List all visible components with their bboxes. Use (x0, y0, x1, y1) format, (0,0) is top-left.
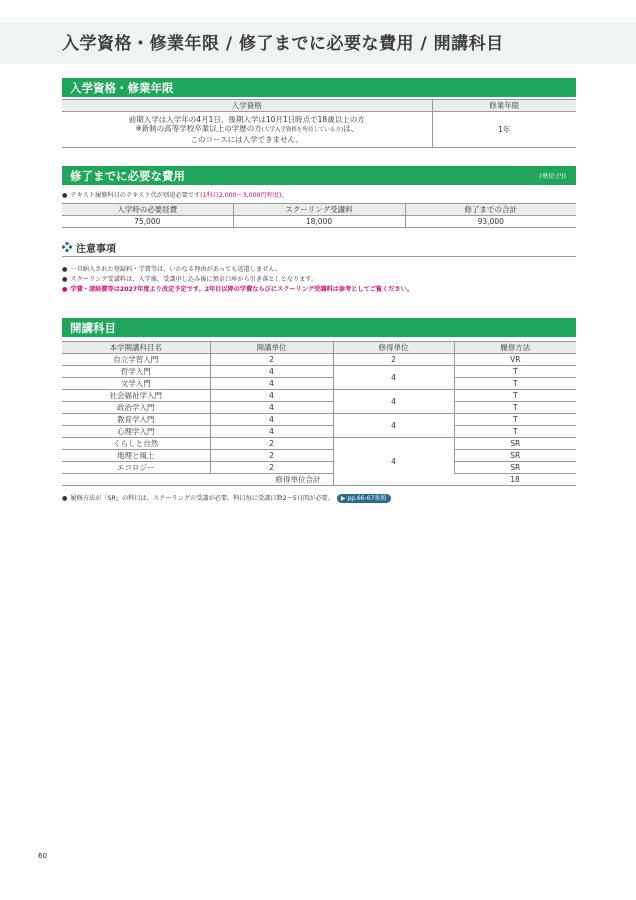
play-arrow-icon: ▶ (340, 495, 348, 502)
caution-item-text: 一旦納入された登録料・学費等は、いかなる理由があっても返還しません。 (70, 266, 282, 273)
caution-item (62, 264, 281, 273)
table-row (62, 402, 576, 414)
qualification-line-2 (62, 124, 432, 134)
qualification-line-2-main: ※新制の高等学校卒業以上の学歴の方 (135, 124, 262, 134)
total-row (62, 474, 576, 486)
fees-col-admission: 入学時の必要経費 (62, 204, 233, 216)
course-method: VR (454, 354, 576, 366)
course-method: T (454, 366, 576, 378)
qualification-line-2-end: は、 (343, 124, 359, 134)
fees-unit-note: (単位:円) (539, 172, 566, 180)
table-row (62, 438, 576, 450)
courses-section-header (62, 318, 576, 337)
course-units: 4 (210, 390, 333, 402)
bullet-icon: ● (62, 495, 68, 502)
table-row (62, 378, 576, 390)
course-units: 2 (210, 450, 333, 462)
fees-section-header (62, 166, 576, 185)
course-method: T (454, 414, 576, 426)
course-method: T (454, 402, 576, 414)
page-reference-text: pp.66-67参照 (347, 495, 387, 502)
admission-col-years: 修業年限 (432, 100, 576, 112)
fees-heading: 修了までに必要な費用 (70, 169, 185, 183)
bullet-icon: ● (62, 286, 68, 293)
course-name: 政治学入門 (62, 402, 210, 414)
course-earned: 4 (333, 366, 454, 390)
qualification-line-1: 前期入学は入学年の4月1日、後期入学は10月1日時点で18歳以上の方 (128, 114, 365, 124)
course-name: 地理と風土 (62, 450, 210, 462)
fees-note (62, 190, 288, 199)
course-method: T (454, 426, 576, 438)
admission-section-header (62, 78, 576, 97)
courses-heading: 開講科目 (70, 321, 116, 335)
admission-qualification-cell (62, 112, 432, 148)
course-method: T (454, 378, 576, 390)
course-earned: 2 (333, 354, 454, 366)
fees-col-total: 修了までの合計 (405, 204, 576, 216)
page-header (0, 22, 636, 64)
fees-admission-value: 75,000 (62, 216, 233, 228)
table-row (62, 390, 576, 402)
course-units: 2 (210, 462, 333, 474)
caution-item-highlight (62, 284, 413, 293)
course-method: SR (454, 438, 576, 450)
course-name: くらしと自然 (62, 438, 210, 450)
course-method: SR (454, 450, 576, 462)
table-row (62, 426, 576, 438)
fees-schooling-value: 18,000 (233, 216, 405, 228)
courses-col-earned: 修得単位 (333, 342, 454, 354)
fees-table (62, 203, 576, 228)
page-title: 入学資格・修業年限 / 修了までに必要な費用 / 開講科目 (62, 34, 504, 54)
caution-item-text: 学費・諸経費等は2027年度より改定予定です。2年目以降の学費ならびにスクーリング受講料は参考としてご覧ください。 (70, 286, 414, 293)
diamond-cluster-icon (62, 242, 72, 252)
caution-heading (62, 240, 576, 257)
qualification-line-2-small: (大学入学資格を所持している方) (261, 127, 344, 134)
course-name: 社会福祉学入門 (62, 390, 210, 402)
course-units: 4 (210, 378, 333, 390)
fees-note-end: 。 (281, 192, 288, 199)
table-row (62, 450, 576, 462)
admission-table (62, 99, 576, 148)
total-value: 18 (454, 474, 576, 486)
course-name: 教育学入門 (62, 414, 210, 426)
caution-item-text: スクーリング受講料は、入学後、受講申し込み後に預金口座から引き落としとなります。 (70, 276, 318, 283)
page-reference-badge[interactable] (337, 494, 392, 503)
course-earned: 4 (333, 414, 454, 438)
total-label: 修得単位合計 (62, 474, 333, 486)
bullet-icon: ● (62, 266, 68, 273)
course-units: 4 (210, 366, 333, 378)
admission-years-value: 1年 (432, 112, 576, 148)
course-name: 自立学習入門 (62, 354, 210, 366)
courses-table (62, 341, 576, 486)
course-earned: 4 (333, 438, 454, 486)
course-units: 4 (210, 402, 333, 414)
course-units: 2 (210, 438, 333, 450)
page-number: 60 (38, 852, 47, 860)
bullet-icon: ● (62, 192, 68, 199)
course-earned: 4 (333, 390, 454, 414)
admission-col-qualification: 入学資格 (62, 100, 432, 112)
fees-note-highlight: (1科目2,000～3,000円程度) (200, 192, 282, 199)
bullet-icon: ● (62, 276, 68, 283)
course-method: SR (454, 462, 576, 474)
admission-heading: 入学資格・修業年限 (70, 81, 174, 95)
course-name: 心理学入門 (62, 426, 210, 438)
course-name: 哲学入門 (62, 366, 210, 378)
qualification-line-3: このコースには入学できません。 (190, 134, 304, 144)
course-name: エコロジー (62, 462, 210, 474)
course-units: 2 (210, 354, 333, 366)
course-name: 文学入門 (62, 378, 210, 390)
caution-item (62, 274, 317, 283)
table-row (62, 354, 576, 366)
courses-col-units: 開講単位 (210, 342, 333, 354)
table-row (62, 366, 576, 378)
fees-note-text: テキスト履修科目のテキスト代が別途必要です (70, 192, 201, 199)
course-units: 4 (210, 414, 333, 426)
courses-col-method: 履修方法 (454, 342, 576, 354)
course-units: 4 (210, 426, 333, 438)
course-method: T (454, 390, 576, 402)
table-row (62, 414, 576, 426)
table-row (62, 462, 576, 474)
caution-title: 注意事項 (76, 244, 116, 255)
fees-total-value: 93,000 (405, 216, 576, 228)
courses-footnote (62, 493, 391, 503)
fees-col-schooling: スクーリング受講料 (233, 204, 405, 216)
courses-col-name: 本学開講科目名 (62, 342, 210, 354)
courses-footnote-text: 履修方法が「SR」の科目は、スクーリングの受講が必要。科目毎に受講日数2～5日間が必要。 (70, 495, 334, 502)
